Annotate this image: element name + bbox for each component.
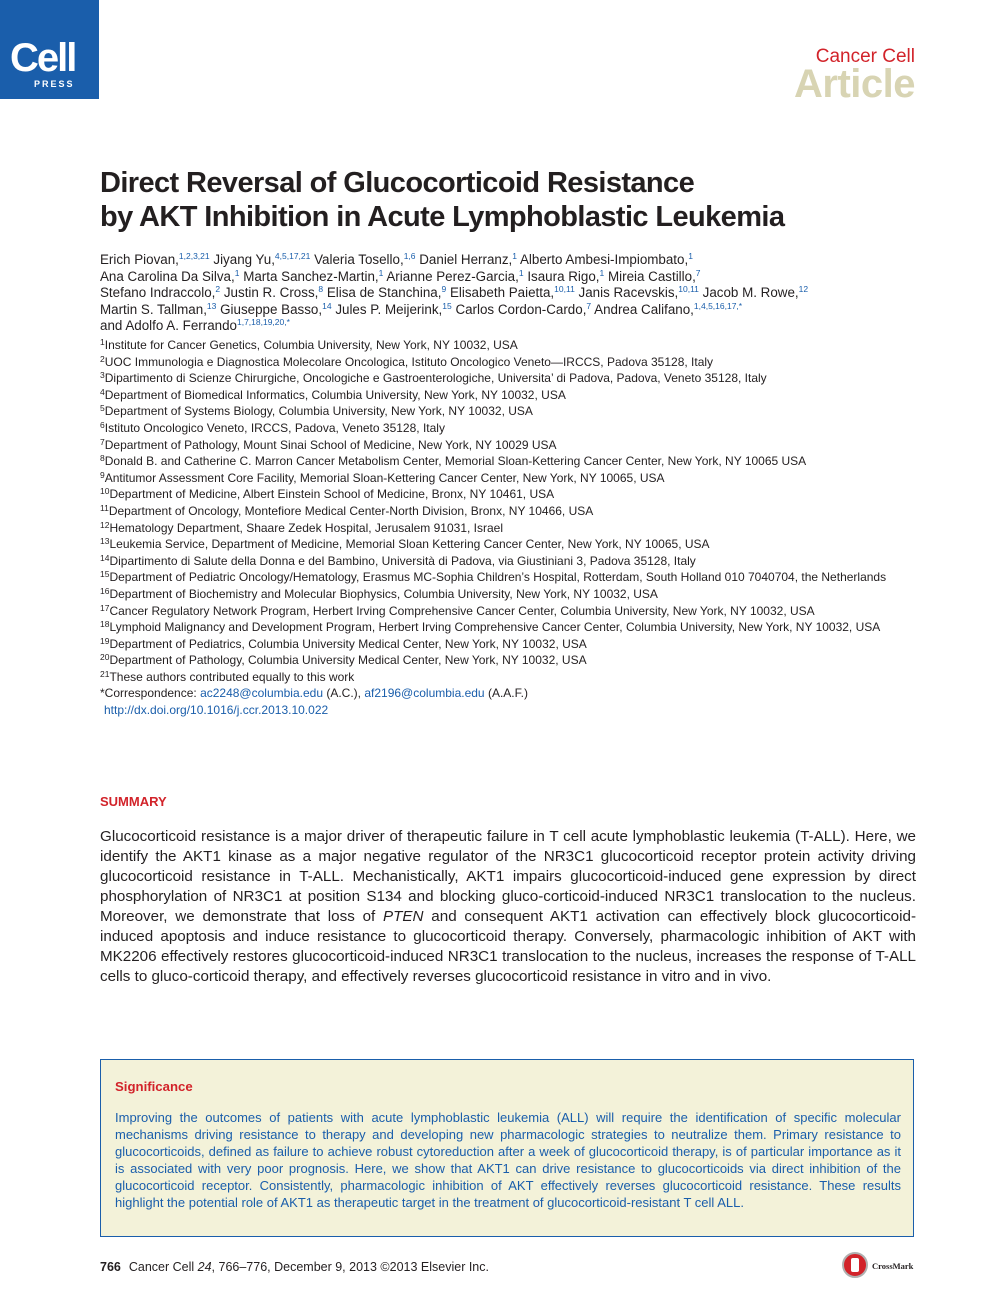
affiliation-number: 10	[100, 486, 110, 497]
gene-name: PTEN	[383, 908, 424, 925]
logo-word: Cell	[10, 36, 76, 80]
affiliation-number: 2	[100, 353, 105, 364]
doi-link[interactable]: http://dx.doi.org/10.1016/j.ccr.2013.10.022	[104, 703, 329, 718]
affiliation-item	[100, 437, 930, 454]
author-name: Isaura Rigo,	[527, 268, 600, 284]
author-name: Jules P. Meijerink,	[335, 301, 443, 317]
author-line	[100, 252, 930, 269]
author	[100, 285, 220, 300]
affiliation-item	[100, 569, 930, 586]
page-number: 766	[100, 1260, 121, 1274]
author-affiliation-ref[interactable]: 2	[215, 284, 221, 295]
author-name: Martin S. Tallman,	[100, 301, 207, 317]
affiliation-item	[100, 337, 930, 354]
crossmark-icon	[842, 1252, 868, 1278]
affiliation-text: Dipartimento di Salute della Donna e del Bambino, Università di Padova, via Giustiniani 3, Padova 35128, Italy	[109, 553, 696, 568]
affiliation-text: Dipartimento di Scienze Chirurgiche, Oncologiche e Gastroenterologiche, Universita’ di Padova, Padova, Veneto 35128, Italy	[104, 371, 767, 386]
email-link-2[interactable]: af2196@columbia.edu	[364, 686, 485, 701]
affiliation-number: 5	[100, 403, 105, 414]
affiliation-item	[100, 503, 930, 520]
affiliation-item	[100, 370, 930, 387]
author-affiliation-ref[interactable]: 1,2,3,21	[178, 251, 210, 261]
affiliation-item	[100, 636, 930, 653]
author-affiliation-ref[interactable]: 1	[234, 267, 240, 278]
author-affiliation-ref[interactable]: 7	[586, 300, 592, 311]
affiliation-text: Department of Medicine, Albert Einstein School of Medicine, Bronx, NY 10461, USA	[109, 487, 555, 502]
affiliation-number: 14	[100, 552, 110, 563]
affiliation-item	[100, 669, 930, 686]
affiliation-text: UOC Immunologia e Diagnostica Molecolare Oncologica, Istituto Oncologico Veneto—IRCCS, Padova 35128, Italy	[104, 354, 714, 369]
affiliation-text: Department of Biomedical Informatics, Columbia University, New York, NY 10032, USA	[104, 387, 566, 402]
affiliation-number: 7	[100, 436, 105, 447]
author	[386, 269, 523, 284]
author	[314, 252, 415, 267]
author-affiliation-ref[interactable]: 1,7,18,19,20,*	[236, 317, 290, 328]
affiliation-item	[100, 553, 930, 570]
author-name: Justin R. Cross,	[223, 285, 319, 301]
summary-part-1: Glucocorticoid resistance is a major driver of therapeutic failure in T cell acute lymphoblastic leukemia (T-ALL). Here, we identify the AKT1 kinase as a major negative regulator of the NR3C1 glucocorticoid receptor protein activity driving glucocorticoid resistance in T-ALL. Mechanistically, AKT1 impairs glucocorticoid-induced gene expression by direct phosphorylation of NR3C1 at position S134 and blocking gluco-corticoid-induced NR3C1 translocation to the nucleus. Moreover, we demonstrate that loss of	[100, 828, 916, 925]
author-affiliation-ref[interactable]: 13	[206, 300, 217, 311]
affiliation-item	[100, 403, 930, 420]
affiliation-item	[100, 420, 930, 437]
affiliation-number: 18	[100, 619, 110, 630]
author	[527, 269, 604, 284]
author	[243, 269, 383, 284]
affiliation-item	[100, 354, 930, 371]
affiliation-number: 11	[100, 502, 109, 513]
author-name: Alberto Ambesi-Impiombato,	[520, 252, 689, 267]
author-line	[100, 269, 930, 286]
author-affiliation-ref[interactable]: 1	[378, 267, 384, 278]
affiliation-text: Lymphoid Malignancy and Development Program, Herbert Irving Comprehensive Cancer Center, Columbia University, New York, NY 10032, USA	[109, 620, 881, 635]
title-line-2: by AKT Inhibition in Acute Lymphoblastic Leukemia	[100, 201, 785, 233]
summary-heading: SUMMARY	[100, 794, 167, 809]
author-name: Arianne Perez-Garcia,	[386, 268, 519, 284]
author	[579, 285, 699, 300]
author	[100, 302, 216, 317]
author-affiliation-ref[interactable]: 4,5,17,21	[274, 251, 311, 261]
affiliation-item	[100, 603, 930, 620]
affiliation-item	[100, 520, 930, 537]
footer-journal: Cancer Cell	[128, 1260, 198, 1274]
affiliation-number: 16	[100, 585, 110, 596]
affiliation-number: 6	[100, 419, 105, 430]
logo-press: PRESS	[34, 79, 75, 89]
correspondence-who-1: (A.C.),	[323, 686, 365, 701]
author-affiliation-ref[interactable]: 9	[441, 284, 447, 295]
page-title	[100, 166, 920, 234]
author	[213, 252, 310, 267]
author-affiliation-ref[interactable]: 1,6	[403, 251, 416, 261]
author-name: Valeria Tosello,	[314, 252, 404, 267]
affiliation-number: 8	[100, 453, 105, 464]
affiliation-text: Donald B. and Catherine C. Marron Cancer Metabolism Center, Memorial Sloan-Kettering Cancer Center, New York, NY 10065 USA	[104, 454, 807, 469]
author-affiliation-ref[interactable]: 10,11	[554, 284, 575, 295]
author-name: Jiyang Yu,	[213, 252, 275, 267]
author-affiliation-ref[interactable]: 8	[318, 284, 324, 295]
author-name: Stefano Indraccolo,	[100, 285, 216, 301]
author-name: Elisabeth Paietta,	[449, 285, 555, 301]
author-affiliation-ref[interactable]: 1,4,5,16,17,*	[693, 300, 743, 311]
crossmark-badge[interactable]	[842, 1250, 922, 1284]
affiliation-item	[100, 586, 930, 603]
affiliation-text: Department of Pathology, Columbia University Medical Center, New York, NY 10032, USA	[109, 653, 587, 668]
cell-press-logo	[0, 0, 99, 99]
affiliation-item	[100, 652, 930, 669]
author-name: Ana Carolina Da Silva,	[100, 268, 235, 284]
affiliation-text: Department of Pediatric Oncology/Hematology, Erasmus MC-Sophia Children’s Hospital, Rotterdam, South Holland 010 7040704, the Netherlands	[109, 570, 887, 585]
author-line	[100, 285, 930, 302]
author-affiliation-ref[interactable]: 1	[599, 267, 605, 278]
affiliation-list	[100, 337, 930, 719]
affiliation-number: 17	[100, 602, 110, 613]
author	[608, 269, 701, 284]
author	[450, 285, 575, 300]
author	[100, 252, 210, 267]
affiliation-text: Department of Systems Biology, Columbia University, New York, NY 10032, USA	[104, 404, 533, 419]
author	[703, 285, 808, 300]
affiliation-number: 12	[100, 519, 110, 530]
significance-text: Improving the outcomes of patients with acute lymphoblastic leukemia (ALL) will require the identification of specific molecular mechanisms driving resistance to therapy and developing new pharmacologic strategies to neutralize them. Primary resistance to glucocorticoids, defined as failure to achieve robust cytoreduction after a week of glucocorticoid therapy, is of particular importance as it is associated with very poor prognosis. Here, we show that AKT1 can drive resistance to glucocorticoids via direct inhibition of the glucocorticoid receptor. Consistently, pharmacologic inhibition of AKT effectively reverses glucocorticoid resistance. These results highlight the potential role of AKT1 as therapeutic target in the treatment of glucocorticoid-resistant T cell ALL.	[115, 1110, 901, 1210]
correspondence	[100, 685, 930, 702]
author	[224, 285, 323, 300]
correspondence-label: *Correspondence:	[100, 686, 201, 701]
summary-text	[100, 827, 916, 987]
author	[100, 318, 290, 333]
author-list	[100, 252, 930, 335]
author-name: and Adolfo A. Ferrando	[100, 318, 237, 334]
author-affiliation-ref[interactable]: 1	[518, 267, 524, 278]
author-affiliation-ref[interactable]: 1	[512, 251, 518, 261]
article-type: Article	[794, 62, 915, 106]
affiliation-number: 21	[100, 668, 110, 679]
affiliation-text: Istituto Oncologico Veneto, IRCCS, Padova, Veneto 35128, Italy	[104, 420, 445, 435]
author	[100, 269, 239, 284]
author-affiliation-ref[interactable]: 14	[322, 300, 332, 311]
author-name: Mireia Castillo,	[607, 268, 696, 284]
affiliation-number: 1	[100, 337, 105, 347]
author-name: Marta Sanchez-Martin,	[243, 268, 379, 284]
author-name: Elisa de Stanchina,	[326, 285, 442, 301]
author	[220, 302, 331, 317]
affiliation-item	[100, 619, 930, 636]
affiliation-text: Department of Oncology, Montefiore Medical Center-North Division, Bronx, NY 10466, USA	[108, 503, 594, 518]
affiliation-item	[100, 486, 930, 503]
author	[520, 252, 693, 267]
author-line	[100, 318, 930, 335]
author-name: Erich Piovan,	[100, 252, 179, 267]
author-affiliation-ref[interactable]: 1	[688, 251, 693, 261]
summary-part-2: and consequent AKT1 activation can effectively block glucocorticoid-induced apoptosis and induce resistance to glucocorticoid therapy. Conversely, pharmacologic inhibition of AKT with MK2206 effectively restores glucocorticoid-induced NR3C1 translocation to the nucleus, increases the response of T-ALL cells to gluco-corticoid therapy, and effectively reverses glucocorticoid resistance in vitro and in vivo.	[100, 908, 916, 985]
affiliation-text: Department of Pathology, Mount Sinai School of Medicine, New York, NY 10029 USA	[104, 437, 557, 452]
email-link-1[interactable]: ac2248@columbia.edu	[200, 686, 323, 701]
doi-row	[100, 702, 930, 719]
affiliation-number: 19	[100, 635, 110, 646]
author	[335, 302, 451, 317]
affiliation-text: Institute for Cancer Genetics, Columbia University, New York, NY 10032, USA	[104, 338, 518, 352]
author	[455, 302, 591, 317]
author	[594, 302, 742, 317]
affiliation-text: Antitumor Assessment Core Facility, Memorial Sloan-Kettering Cancer Center, New York, NY 10065, USA	[104, 470, 665, 485]
journal-name: Cancer Cell	[815, 46, 915, 67]
affiliation-text: Department of Pediatrics, Columbia University Medical Center, New York, NY 10032, USA	[109, 636, 587, 651]
affiliation-item	[100, 387, 930, 404]
author-affiliation-ref[interactable]: 7	[695, 267, 701, 278]
crossmark-label: CrossMark	[872, 1261, 914, 1271]
affiliation-number: 15	[100, 569, 110, 580]
affiliation-item	[100, 453, 930, 470]
author-name: Giuseppe Basso,	[220, 301, 323, 317]
author-name: Carlos Cordon-Cardo,	[455, 301, 587, 317]
affiliation-text: These authors contributed equally to this work	[109, 669, 355, 684]
affiliation-text: Hematology Department, Shaare Zedek Hospital, Jerusalem 91031, Israel	[109, 520, 504, 535]
affiliation-text: Department of Biochemistry and Molecular Biophysics, Columbia University, New York, NY 10032, USA	[109, 586, 658, 601]
author-name: Jacob M. Rowe,	[702, 285, 799, 301]
correspondence-who-2: (A.A.F.)	[484, 686, 528, 701]
author-affiliation-ref[interactable]: 15	[442, 300, 452, 311]
affiliation-text: Cancer Regulatory Network Program, Herbert Irving Comprehensive Cancer Center, Columbia University, New York, NY 10032, USA	[109, 603, 815, 618]
author-name: Janis Racevskis,	[578, 285, 679, 301]
title-line-1: Direct Reversal of Glucocorticoid Resistance	[100, 167, 695, 199]
author-affiliation-ref[interactable]: 10,11	[678, 284, 699, 295]
affiliation-number: 13	[100, 536, 110, 547]
affiliation-number: 4	[100, 386, 105, 397]
affiliation-item	[100, 470, 930, 487]
footer-citation: , 766–776, December 9, 2013 ©2013 Elsevier Inc.	[211, 1260, 489, 1274]
author-name: Andrea Califano,	[594, 301, 694, 317]
affiliation-number: 3	[100, 370, 105, 381]
significance-heading: Significance	[115, 1079, 193, 1094]
author-line	[100, 302, 930, 319]
author	[327, 285, 446, 300]
page-footer	[100, 1260, 489, 1274]
significance-box	[100, 1059, 914, 1237]
author-name: Daniel Herranz,	[419, 252, 513, 267]
author	[419, 252, 517, 267]
affiliation-number: 20	[100, 652, 110, 663]
footer-volume: 24	[197, 1260, 212, 1274]
affiliation-number: 9	[100, 469, 105, 480]
author-affiliation-ref[interactable]: 12	[798, 284, 809, 295]
affiliation-item	[100, 536, 930, 553]
affiliation-text: Leukemia Service, Department of Medicine, Memorial Sloan Kettering Cancer Center, New York, NY 10065, USA	[109, 537, 710, 552]
